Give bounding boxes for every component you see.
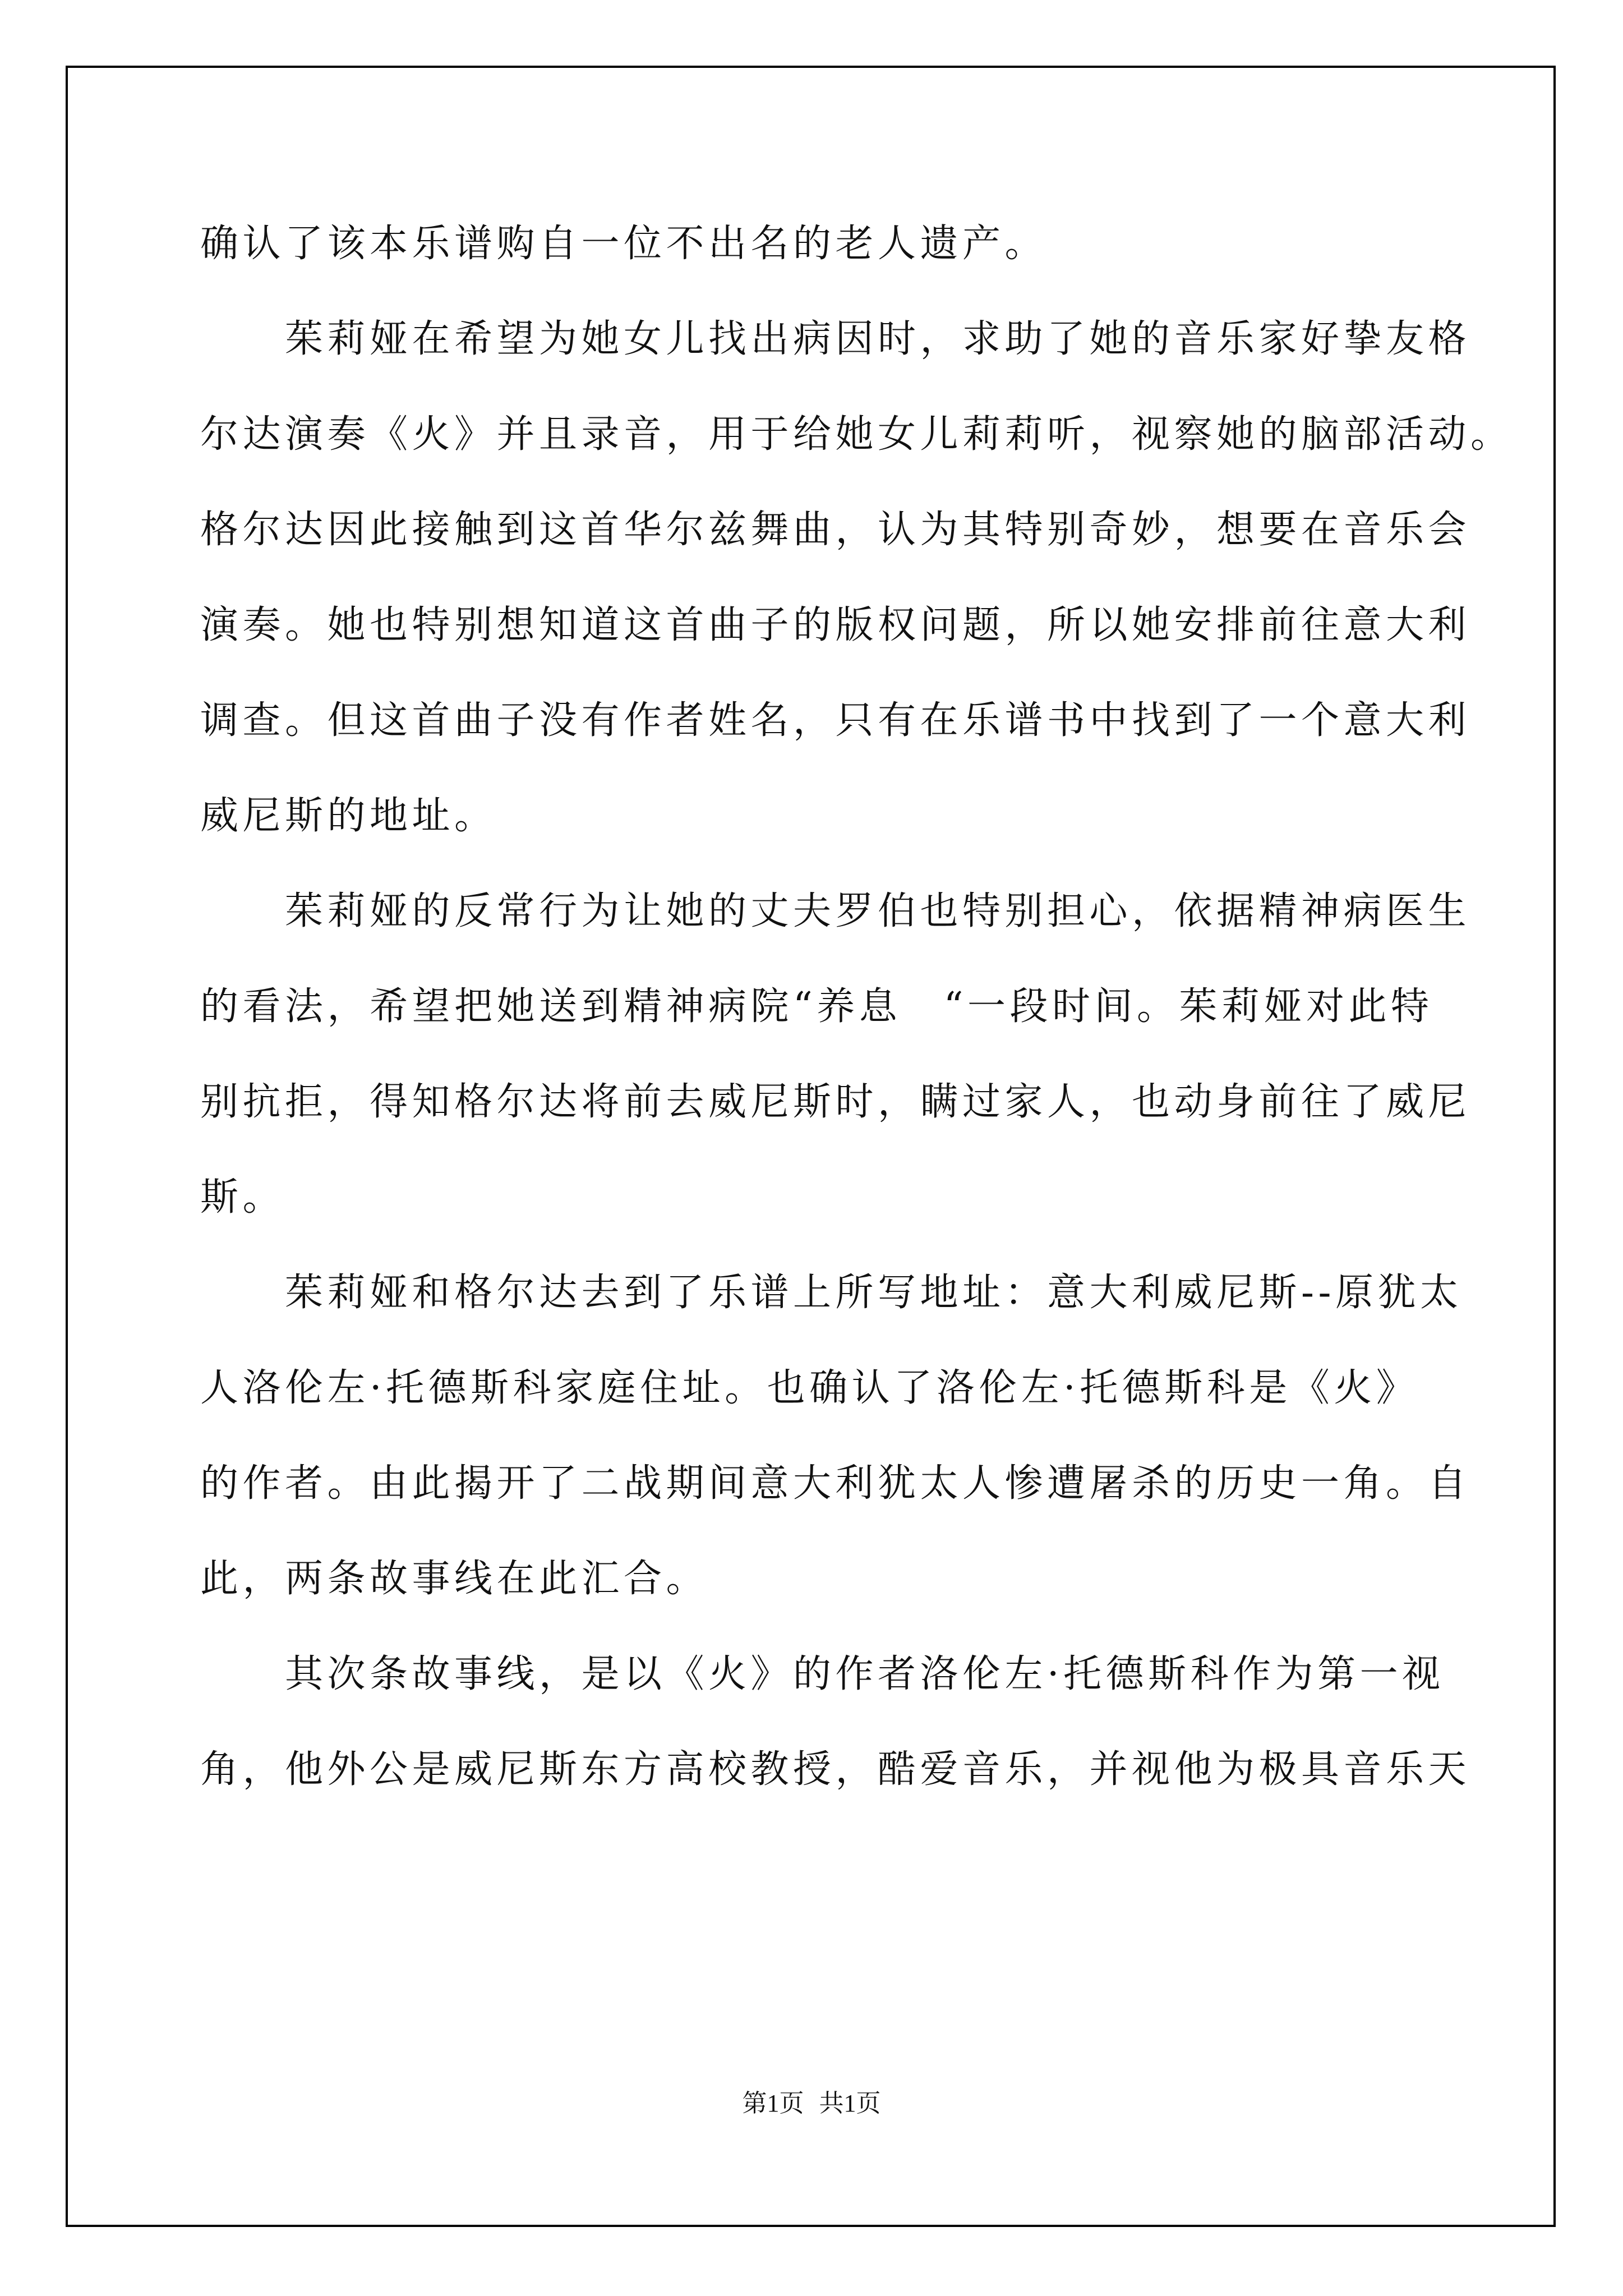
text-line-15: 此，两条故事线在此汇合。	[200, 1557, 709, 1601]
text-line-16: 其次条故事线，是以《火》的作者洛伦左·托德斯科作为第一视	[200, 1652, 1445, 1696]
text-line-8: 茱莉娅的反常行为让她的丈夫罗伯也特别担心，依据精神病医生	[200, 889, 1471, 933]
text-line-4: 格尔达因此接触到这首华尔兹舞曲，认为其特别奇妙，想要在音乐会	[200, 508, 1471, 552]
text-line-12: 茱莉娅和格尔达去到了乐谱上所写地址：意大利威尼斯--原犹太	[200, 1271, 1463, 1315]
text-line-3: 尔达演奏《火》并且录音，用于给她女儿莉莉听，视察她的脑部活动。	[200, 412, 1513, 457]
text-line-14: 的作者。由此揭开了二战期间意大利犹太人惨遭屠杀的历史一角。自	[200, 1461, 1471, 1506]
text-line-17: 角，他外公是威尼斯东方高校教授，酷爱音乐，并视他为极具音乐天	[200, 1747, 1471, 1792]
page-border	[66, 66, 1556, 2227]
text-line-5: 演奏。她也特别想知道这首曲子的版权问题，所以她安排前往意大利	[200, 603, 1471, 647]
text-line-6: 调查。但这首曲子没有作者姓名，只有在乐谱书中找到了一个意大利	[200, 698, 1471, 743]
page-number-total: 共1页	[819, 2090, 881, 2117]
page-footer	[0, 2088, 1623, 2119]
text-line-7: 威尼斯的地址。	[200, 794, 497, 838]
text-line-13: 人洛伦左·托德斯科家庭住址。也确认了洛伦左·托德斯科是《火》	[200, 1366, 1419, 1410]
text-line-10: 别抗拒，得知格尔达将前去威尼斯时，瞒过家人，也动身前往了威尼	[200, 1080, 1471, 1124]
text-line-11: 斯。	[200, 1175, 285, 1220]
text-line-1: 确认了该本乐谱购自一位不出名的老人遗产。	[200, 222, 1048, 266]
text-line-2: 茱莉娅在希望为她女儿找出病因时，求助了她的音乐家好挚友格	[200, 317, 1471, 361]
text-line-9: 的看法，希望把她送到精神病院“养息 “一段时间。茱莉娅对此特	[200, 984, 1433, 1029]
page-number-current: 第1页	[742, 2090, 804, 2117]
